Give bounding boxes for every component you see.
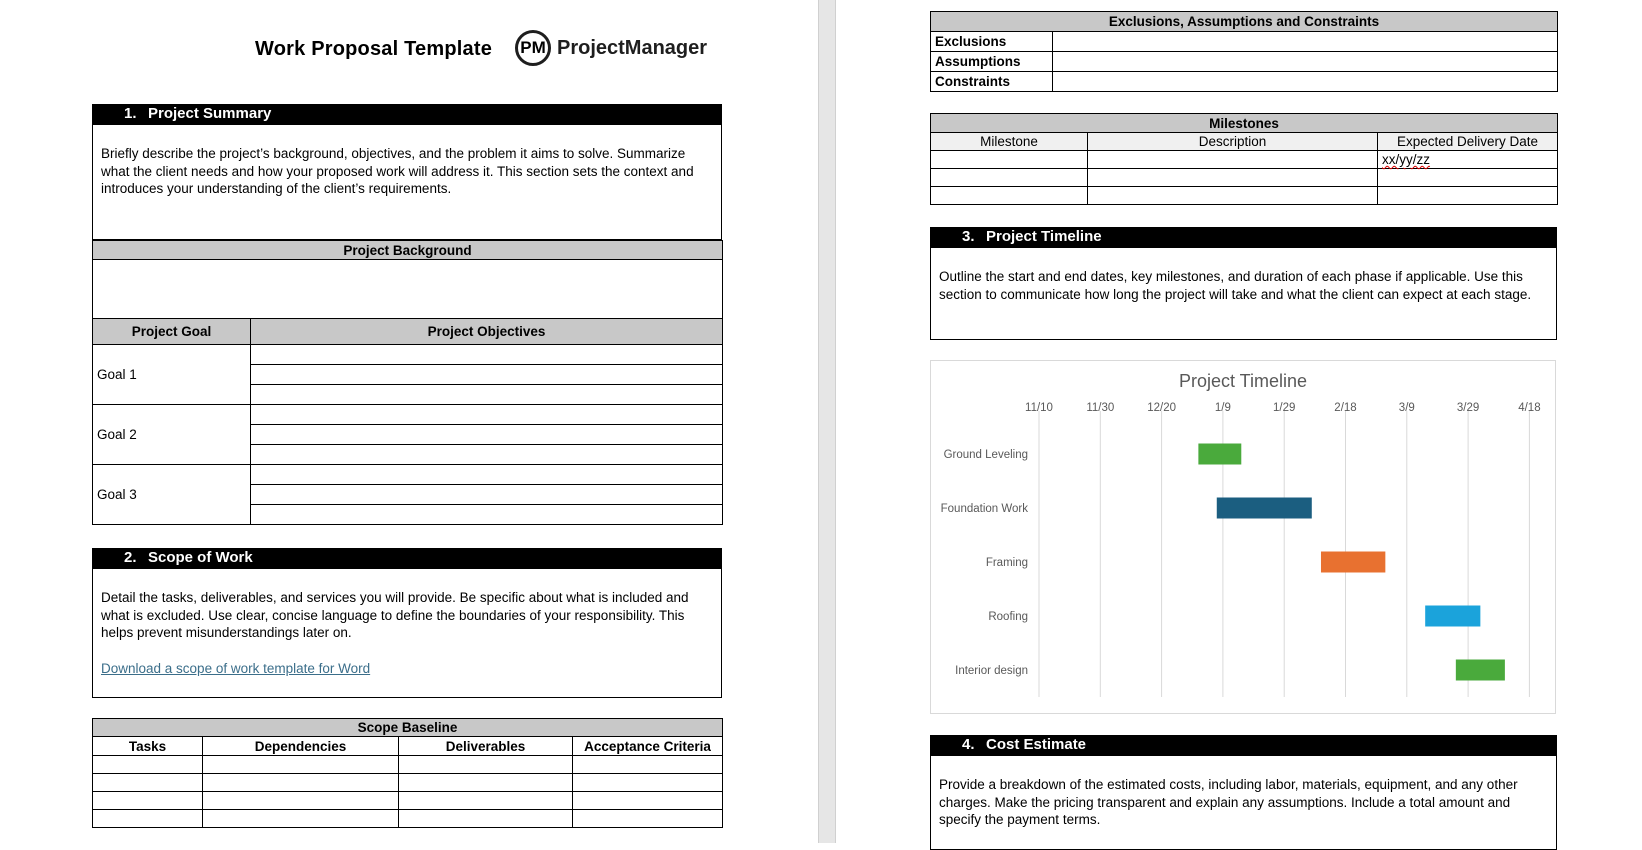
pm-logo-mark: PM [515,30,551,66]
logo-wordmark: ProjectManager [557,36,708,59]
table-cell[interactable] [1088,151,1378,169]
section-header: 3. Project Timeline [930,227,1557,247]
date-cell[interactable] [1378,169,1558,187]
table-cell[interactable] [399,792,573,810]
goal-1-cell[interactable]: Goal 1 [93,345,251,405]
constraints-label: Constraints [931,72,1053,92]
description-header: Description [1088,133,1378,151]
table-cell[interactable] [573,810,723,828]
x-tick-label: 3/29 [1456,402,1480,414]
table-cell[interactable] [1088,187,1378,205]
section-header: 2. Scope of Work [92,548,722,568]
table-cell[interactable] [399,810,573,828]
section-body[interactable] [930,247,1557,340]
section-cost-estimate [930,735,1557,850]
table-title: Scope Baseline [93,719,723,737]
objective-cell[interactable] [251,345,723,365]
x-tick-label: 12/20 [1147,402,1176,414]
background-input-cell[interactable] [93,260,723,319]
x-tick-label: 11/30 [1086,402,1115,414]
goal-header: Project Goal [93,319,251,345]
timeline-chart [930,360,1556,714]
table-cell[interactable] [931,151,1088,169]
table-cell[interactable] [203,756,399,774]
y-category-label: Foundation Work [940,503,1028,515]
gantt-bar [1456,660,1505,681]
milestone-header: Milestone [931,133,1088,151]
objective-cell[interactable] [251,385,723,405]
table-cell[interactable] [1088,169,1378,187]
section-scope-of-work [92,548,722,698]
chart-title: Project Timeline [1178,371,1308,391]
date-placeholder: xx/yy/zz [1382,152,1431,167]
acceptance-criteria-header: Acceptance Criteria [573,737,723,756]
objective-cell[interactable] [251,485,723,505]
section-body[interactable] [930,755,1557,850]
table-cell[interactable] [931,187,1088,205]
table-cell[interactable] [93,756,203,774]
table-cell[interactable] [93,792,203,810]
objective-cell[interactable] [251,365,723,385]
objective-cell[interactable] [251,505,723,525]
document-title: Work Proposal Template [255,38,493,60]
gantt-chart-svg [931,361,1555,713]
section-header: 1. Project Summary [92,104,722,124]
x-tick-label: 2/18 [1334,402,1357,414]
table-cell[interactable] [203,774,399,792]
y-category-label: Roofing [988,611,1028,623]
x-tick-label: 3/9 [1398,402,1415,414]
table-title: Exclusions, Assumptions and Constraints [931,12,1558,32]
milestones-table [930,113,1558,205]
y-category-label: Framing [985,557,1028,569]
table-title: Milestones [931,114,1558,133]
x-tick-label: 11/10 [1025,402,1053,414]
gantt-bar [1217,498,1312,519]
eac-table [930,11,1558,92]
objectives-header: Project Objectives [251,319,723,345]
objective-cell[interactable] [251,445,723,465]
table-cell[interactable] [93,810,203,828]
gantt-bar [1198,444,1241,465]
constraints-input[interactable] [1053,72,1558,92]
table-cell[interactable] [573,756,723,774]
section-text: Provide a breakdown of the estimated costs, including labor, materials, equipment, and any other charges. Make the pricing transparent and explain any assumptions. Include a total amount and specify the payment terms. [939,777,1518,827]
table-cell[interactable] [399,756,573,774]
table-cell[interactable] [203,792,399,810]
table-cell[interactable] [931,169,1088,187]
x-tick-label: 1/29 [1273,402,1296,414]
y-category-label: Interior design [955,665,1028,677]
scope-baseline-table [92,718,723,828]
gantt-bar [1425,606,1480,627]
deliverables-header: Deliverables [399,737,573,756]
table-cell[interactable] [93,774,203,792]
section-header: 4. Cost Estimate [930,735,1557,755]
table-cell[interactable] [573,774,723,792]
section-text: Outline the start and end dates, key milestones, and duration of each phase if applicable. Use this section to communicate how long the project will take and what the client can expect at each stage. [939,269,1532,302]
dependencies-header: Dependencies [203,737,399,756]
table-cell[interactable] [203,810,399,828]
exclusions-input[interactable] [1053,32,1558,52]
date-cell[interactable] [1378,151,1558,169]
gantt-bar [1321,552,1385,573]
objective-cell[interactable] [251,465,723,485]
project-background-table [92,240,723,525]
section-text: Detail the tasks, deliverables, and services you will provide. Be specific about what is included and what is excluded. Use clear, concise language to define the boundaries of your responsibility. This helps prevent misunderstandings later on. [101,590,689,640]
y-category-label: Ground Leveling [943,449,1028,461]
assumptions-input[interactable] [1053,52,1558,72]
exclusions-label: Exclusions [931,32,1053,52]
table-title: Project Background [93,241,723,260]
objective-cell[interactable] [251,425,723,445]
page-gutter [818,0,836,843]
section-project-timeline [930,227,1557,340]
section-body[interactable] [92,124,722,240]
expected-date-header: Expected Delivery Date [1378,133,1558,151]
date-cell[interactable] [1378,187,1558,205]
tasks-header: Tasks [93,737,203,756]
objective-cell[interactable] [251,405,723,425]
goal-2-cell[interactable]: Goal 2 [93,405,251,465]
table-cell[interactable] [399,774,573,792]
x-tick-label: 4/18 [1518,402,1541,414]
goal-3-cell[interactable]: Goal 3 [93,465,251,525]
section-project-summary [92,104,722,240]
section-text: Briefly describe the project’s background, objectives, and the problem it aims to solve. Summarize what the client needs and how your proposed work will address it. This section sets the context and introduces your understanding of the client’s requirements. [101,146,694,196]
table-cell[interactable] [573,792,723,810]
projectmanager-logo [515,30,707,66]
section-body[interactable] [92,568,722,698]
assumptions-label: Assumptions [931,52,1053,72]
x-tick-label: 1/9 [1214,402,1231,414]
scope-template-link[interactable]: Download a scope of work template for Word [101,660,371,676]
